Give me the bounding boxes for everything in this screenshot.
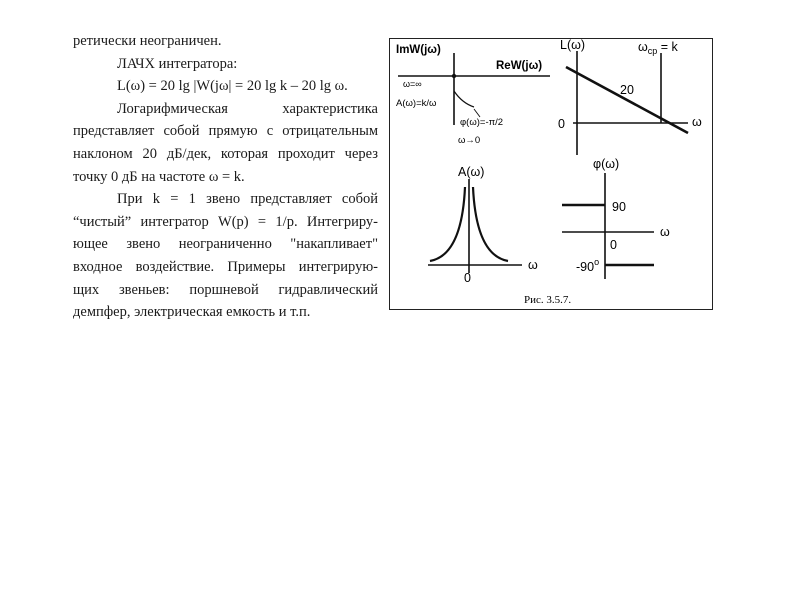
text-line: щих звеньев: поршневой гидравлический (73, 281, 378, 298)
lafc-plot (558, 39, 702, 155)
figure-caption: Рис. 3.5.7. (524, 294, 572, 306)
afc-y-label: A(ω) (458, 165, 485, 179)
nyquist-plot (396, 44, 550, 146)
figure-drawing (390, 39, 714, 311)
omega-zero-label: ω→0 (458, 135, 481, 146)
text-line: ЛАЧХ интегратора: (117, 55, 238, 72)
text-line: “чистый” интегратор W(p) = 1/p. Интегриру- (73, 213, 378, 230)
text-line: ющее звено неограниченно "накапливает" (73, 236, 378, 253)
figure-3-5-7 (389, 38, 713, 310)
text-line: При k = 1 звено представляет собой (117, 191, 378, 208)
afc-zero-label: 0 (464, 271, 471, 285)
formula: L(ω) = 20 lg |W(jω| = 20 lg k – 20 lg ω. (117, 78, 348, 95)
text-line: точку 0 дБ на частоте ω = k. (73, 168, 245, 185)
slope-label: 20 (620, 83, 634, 97)
afc-x-label: ω (528, 258, 538, 272)
text-line: Логарифмическая характеристика (117, 100, 378, 117)
crossover-equals: = k (657, 40, 678, 54)
lafc-y-label: L(ω) (560, 39, 586, 52)
omega-inf-label: ω=∞ (403, 79, 422, 89)
text-line: представляет собой прямую с отрицательным (73, 123, 378, 140)
pfc-plot (562, 157, 670, 279)
pfc-degree-mark: o (594, 257, 600, 267)
pfc-zero-label: 0 (610, 238, 617, 252)
pfc-y-label: φ(ω) (593, 157, 620, 171)
pfc-minus90-value: -90 (576, 260, 595, 274)
text-line: демпфер, электрическая емкость и т.п. (73, 304, 311, 321)
afc-curve-left (430, 187, 465, 261)
origin-dot (452, 74, 456, 78)
pfc-minus90-label (576, 257, 599, 274)
formula-line (73, 75, 378, 98)
text-line: входное воздействие. Примеры интегрирую- (73, 258, 378, 275)
crossover-label (638, 40, 679, 56)
phase-label: φ(ω)=-π/2 (460, 117, 504, 128)
pfc-90-label: 90 (612, 200, 626, 214)
text-line: ретически неограничен. (73, 33, 222, 49)
pfc-x-label: ω (660, 225, 670, 239)
lafc-x-label: ω (692, 115, 702, 129)
text-column (73, 30, 378, 324)
lafc-zero-label: 0 (558, 117, 565, 131)
afc-plot (428, 165, 538, 285)
phase-arc (454, 91, 474, 107)
crossover-subscript: ср (647, 46, 658, 56)
text-line: наклоном 20 дБ/дек, которая проходит через (73, 145, 378, 162)
imag-axis-label: ImW(jω) (396, 44, 441, 56)
amplitude-label: A(ω)=k/ω (396, 98, 437, 109)
arc-pointer (474, 109, 480, 117)
real-axis-label: ReW(jω) (496, 60, 543, 72)
crossover-omega: ω (638, 40, 648, 54)
afc-curve-right (473, 187, 508, 261)
